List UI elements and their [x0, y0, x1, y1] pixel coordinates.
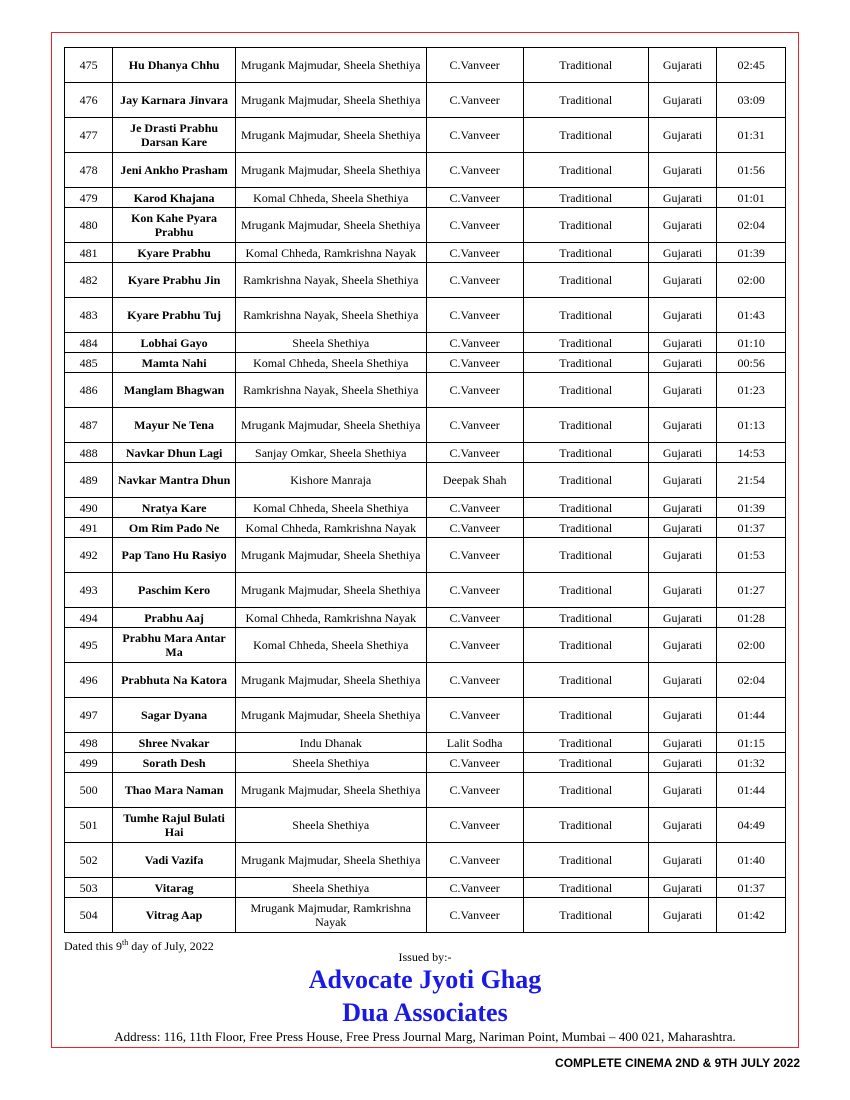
genre-cell: Traditional [523, 753, 648, 773]
genre-cell: Traditional [523, 608, 648, 628]
song-title-cell: Shree Nvakar [113, 733, 236, 753]
table-row [65, 733, 786, 753]
producer-cell: C.Vanveer [426, 808, 523, 843]
duration-cell: 01:27 [717, 573, 786, 608]
table-row [65, 518, 786, 538]
producer-cell: C.Vanveer [426, 188, 523, 208]
duration-cell: 01:42 [717, 898, 786, 933]
duration-cell: 01:10 [717, 333, 786, 353]
producer-cell: C.Vanveer [426, 408, 523, 443]
duration-cell: 01:44 [717, 698, 786, 733]
duration-cell: 01:32 [717, 753, 786, 773]
row-number-cell: 498 [65, 733, 113, 753]
genre-cell: Traditional [523, 518, 648, 538]
artist-cell: Ramkrishna Nayak, Sheela Shethiya [236, 298, 426, 333]
row-number-cell: 485 [65, 353, 113, 373]
row-number-cell: 486 [65, 373, 113, 408]
genre-cell: Traditional [523, 188, 648, 208]
address: Address: 116, 11th Floor, Free Press House, Free Press Journal Marg, Nariman Point, Mumbai – 400 021, Maharashtra. [114, 1029, 736, 1044]
table-row [65, 408, 786, 443]
song-title-cell: Tumhe Rajul Bulati Hai [113, 808, 236, 843]
artist-cell: Sheela Shethiya [236, 808, 426, 843]
producer-cell: C.Vanveer [426, 898, 523, 933]
table-row [65, 48, 786, 83]
language-cell: Gujarati [648, 48, 717, 83]
duration-cell: 01:37 [717, 518, 786, 538]
row-number-cell: 494 [65, 608, 113, 628]
duration-cell: 01:31 [717, 118, 786, 153]
duration-cell: 01:56 [717, 153, 786, 188]
language-cell: Gujarati [648, 408, 717, 443]
artist-cell: Mrugank Majmudar, Sheela Shethiya [236, 663, 426, 698]
row-number-cell: 476 [65, 83, 113, 118]
producer-cell: C.Vanveer [426, 83, 523, 118]
duration-cell: 02:45 [717, 48, 786, 83]
artist-cell: Ramkrishna Nayak, Sheela Shethiya [236, 263, 426, 298]
producer-cell: Deepak Shah [426, 463, 523, 498]
row-number-cell: 484 [65, 333, 113, 353]
artist-cell: Komal Chheda, Ramkrishna Nayak [236, 608, 426, 628]
duration-cell: 02:00 [717, 263, 786, 298]
genre-cell: Traditional [523, 263, 648, 298]
duration-cell: 01:53 [717, 538, 786, 573]
song-title-cell: Thao Mara Naman [113, 773, 236, 808]
row-number-cell: 501 [65, 808, 113, 843]
genre-cell: Traditional [523, 628, 648, 663]
song-title-cell: Hu Dhanya Chhu [113, 48, 236, 83]
language-cell: Gujarati [648, 878, 717, 898]
artist-cell: Komal Chheda, Sheela Shethiya [236, 498, 426, 518]
song-title-cell: Sorath Desh [113, 753, 236, 773]
song-title-cell: Prabhuta Na Katora [113, 663, 236, 698]
language-cell: Gujarati [648, 443, 717, 463]
producer-cell: C.Vanveer [426, 573, 523, 608]
song-title-cell: Jeni Ankho Prasham [113, 153, 236, 188]
duration-cell: 01:23 [717, 373, 786, 408]
row-number-cell: 492 [65, 538, 113, 573]
artist-cell: Indu Dhanak [236, 733, 426, 753]
table-row [65, 608, 786, 628]
artist-cell: Komal Chheda, Sheela Shethiya [236, 628, 426, 663]
genre-cell: Traditional [523, 808, 648, 843]
row-number-cell: 489 [65, 463, 113, 498]
table-row [65, 753, 786, 773]
songs-table-body [65, 48, 786, 933]
artist-cell: Mrugank Majmudar, Sheela Shethiya [236, 48, 426, 83]
song-title-cell: Paschim Kero [113, 573, 236, 608]
producer-cell: C.Vanveer [426, 373, 523, 408]
producer-cell: C.Vanveer [426, 773, 523, 808]
producer-cell: C.Vanveer [426, 663, 523, 698]
duration-cell: 01:39 [717, 243, 786, 263]
row-number-cell: 483 [65, 298, 113, 333]
song-title-cell: Jay Karnara Jinvara [113, 83, 236, 118]
artist-cell: Sheela Shethiya [236, 333, 426, 353]
genre-cell: Traditional [523, 373, 648, 408]
language-cell: Gujarati [648, 608, 717, 628]
language-cell: Gujarati [648, 698, 717, 733]
table-row [65, 118, 786, 153]
table-row [65, 628, 786, 663]
row-number-cell: 493 [65, 573, 113, 608]
duration-cell: 01:43 [717, 298, 786, 333]
advocate-name: Advocate Jyoti Ghag [308, 965, 542, 994]
artist-cell: Komal Chheda, Ramkrishna Nayak [236, 518, 426, 538]
genre-cell: Traditional [523, 843, 648, 878]
dated-prefix: Dated this 9 [64, 939, 122, 953]
artist-cell: Komal Chheda, Sheela Shethiya [236, 188, 426, 208]
row-number-cell: 478 [65, 153, 113, 188]
artist-cell: Sanjay Omkar, Sheela Shethiya [236, 443, 426, 463]
producer-cell: C.Vanveer [426, 118, 523, 153]
table-row [65, 208, 786, 243]
language-cell: Gujarati [648, 188, 717, 208]
duration-cell: 14:53 [717, 443, 786, 463]
duration-cell: 01:01 [717, 188, 786, 208]
song-title-cell: Je Drasti Prabhu Darsan Kare [113, 118, 236, 153]
duration-cell: 02:04 [717, 208, 786, 243]
genre-cell: Traditional [523, 353, 648, 373]
table-row [65, 298, 786, 333]
artist-cell: Mrugank Majmudar, Sheela Shethiya [236, 83, 426, 118]
producer-cell: C.Vanveer [426, 498, 523, 518]
row-number-cell: 481 [65, 243, 113, 263]
song-title-cell: Navkar Mantra Dhun [113, 463, 236, 498]
table-row [65, 808, 786, 843]
language-cell: Gujarati [648, 208, 717, 243]
table-row [65, 188, 786, 208]
song-title-cell: Prabhu Aaj [113, 608, 236, 628]
producer-cell: C.Vanveer [426, 518, 523, 538]
language-cell: Gujarati [648, 518, 717, 538]
genre-cell: Traditional [523, 498, 648, 518]
language-cell: Gujarati [648, 83, 717, 118]
song-title-cell: Kyare Prabhu Jin [113, 263, 236, 298]
artist-cell: Komal Chheda, Sheela Shethiya [236, 353, 426, 373]
song-title-cell: Pap Tano Hu Rasiyo [113, 538, 236, 573]
issued-by: Issued by:- [398, 950, 452, 964]
duration-cell: 01:13 [717, 408, 786, 443]
language-cell: Gujarati [648, 263, 717, 298]
genre-cell: Traditional [523, 118, 648, 153]
language-cell: Gujarati [648, 298, 717, 333]
artist-cell: Mrugank Majmudar, Sheela Shethiya [236, 698, 426, 733]
row-number-cell: 480 [65, 208, 113, 243]
table-row [65, 898, 786, 933]
producer-cell: C.Vanveer [426, 608, 523, 628]
language-cell: Gujarati [648, 353, 717, 373]
artist-cell: Mrugank Majmudar, Sheela Shethiya [236, 118, 426, 153]
duration-cell: 01:28 [717, 608, 786, 628]
song-title-cell: Vitarag [113, 878, 236, 898]
genre-cell: Traditional [523, 663, 648, 698]
language-cell: Gujarati [648, 628, 717, 663]
row-number-cell: 488 [65, 443, 113, 463]
artist-cell: Kishore Manraja [236, 463, 426, 498]
song-title-cell: Vadi Vazifa [113, 843, 236, 878]
artist-cell: Sheela Shethiya [236, 753, 426, 773]
table-row [65, 573, 786, 608]
language-cell: Gujarati [648, 333, 717, 353]
row-number-cell: 495 [65, 628, 113, 663]
producer-cell: C.Vanveer [426, 263, 523, 298]
language-cell: Gujarati [648, 808, 717, 843]
producer-cell: C.Vanveer [426, 153, 523, 188]
row-number-cell: 477 [65, 118, 113, 153]
song-title-cell: Mayur Ne Tena [113, 408, 236, 443]
genre-cell: Traditional [523, 83, 648, 118]
row-number-cell: 502 [65, 843, 113, 878]
table-row [65, 498, 786, 518]
artist-cell: Mrugank Majmudar, Ramkrishna Nayak [236, 898, 426, 933]
producer-cell: C.Vanveer [426, 628, 523, 663]
producer-cell: C.Vanveer [426, 843, 523, 878]
row-number-cell: 499 [65, 753, 113, 773]
row-number-cell: 503 [65, 878, 113, 898]
table-row [65, 878, 786, 898]
producer-cell: C.Vanveer [426, 753, 523, 773]
table-row [65, 263, 786, 298]
artist-cell: Komal Chheda, Ramkrishna Nayak [236, 243, 426, 263]
duration-cell: 04:49 [717, 808, 786, 843]
language-cell: Gujarati [648, 373, 717, 408]
song-title-cell: Prabhu Mara Antar Ma [113, 628, 236, 663]
table-row [65, 773, 786, 808]
duration-cell: 00:56 [717, 353, 786, 373]
genre-cell: Traditional [523, 333, 648, 353]
song-title-cell: Nratya Kare [113, 498, 236, 518]
duration-cell: 01:40 [717, 843, 786, 878]
duration-cell: 01:37 [717, 878, 786, 898]
row-number-cell: 491 [65, 518, 113, 538]
row-number-cell: 496 [65, 663, 113, 698]
row-number-cell: 479 [65, 188, 113, 208]
genre-cell: Traditional [523, 463, 648, 498]
firm-name: Dua Associates [342, 998, 508, 1027]
genre-cell: Traditional [523, 443, 648, 463]
table-row [65, 153, 786, 188]
language-cell: Gujarati [648, 463, 717, 498]
artist-cell: Mrugank Majmudar, Sheela Shethiya [236, 843, 426, 878]
row-number-cell: 504 [65, 898, 113, 933]
duration-cell: 03:09 [717, 83, 786, 118]
table-row [65, 83, 786, 118]
song-title-cell: Kyare Prabhu Tuj [113, 298, 236, 333]
duration-cell: 01:15 [717, 733, 786, 753]
language-cell: Gujarati [648, 733, 717, 753]
genre-cell: Traditional [523, 878, 648, 898]
language-cell: Gujarati [648, 753, 717, 773]
songs-table [64, 47, 786, 933]
language-cell: Gujarati [648, 153, 717, 188]
table-row [65, 353, 786, 373]
row-number-cell: 490 [65, 498, 113, 518]
table-row [65, 538, 786, 573]
artist-cell: Ramkrishna Nayak, Sheela Shethiya [236, 373, 426, 408]
duration-cell: 02:04 [717, 663, 786, 698]
song-title-cell: Navkar Dhun Lagi [113, 443, 236, 463]
genre-cell: Traditional [523, 243, 648, 263]
duration-cell: 01:39 [717, 498, 786, 518]
row-number-cell: 475 [65, 48, 113, 83]
artist-cell: Mrugank Majmudar, Sheela Shethiya [236, 153, 426, 188]
genre-cell: Traditional [523, 573, 648, 608]
language-cell: Gujarati [648, 843, 717, 878]
genre-cell: Traditional [523, 408, 648, 443]
language-cell: Gujarati [648, 773, 717, 808]
table-row [65, 698, 786, 733]
duration-cell: 21:54 [717, 463, 786, 498]
song-title-cell: Vitrag Aap [113, 898, 236, 933]
table-row [65, 663, 786, 698]
producer-cell: Lalit Sodha [426, 733, 523, 753]
duration-cell: 01:44 [717, 773, 786, 808]
table-row [65, 443, 786, 463]
artist-cell: Mrugank Majmudar, Sheela Shethiya [236, 208, 426, 243]
table-row [65, 843, 786, 878]
publication-footer: COMPLETE CINEMA 2ND & 9TH JULY 2022 [555, 1056, 800, 1070]
dated-suffix-ordinal: th [122, 938, 129, 947]
genre-cell: Traditional [523, 208, 648, 243]
table-row [65, 243, 786, 263]
song-title-cell: Manglam Bhagwan [113, 373, 236, 408]
language-cell: Gujarati [648, 898, 717, 933]
table-row [65, 463, 786, 498]
artist-cell: Sheela Shethiya [236, 878, 426, 898]
language-cell: Gujarati [648, 498, 717, 518]
producer-cell: C.Vanveer [426, 298, 523, 333]
producer-cell: C.Vanveer [426, 208, 523, 243]
language-cell: Gujarati [648, 573, 717, 608]
language-cell: Gujarati [648, 243, 717, 263]
table-row [65, 373, 786, 408]
table-row [65, 333, 786, 353]
genre-cell: Traditional [523, 698, 648, 733]
genre-cell: Traditional [523, 153, 648, 188]
producer-cell: C.Vanveer [426, 48, 523, 83]
song-title-cell: Lobhai Gayo [113, 333, 236, 353]
producer-cell: C.Vanveer [426, 878, 523, 898]
song-title-cell: Sagar Dyana [113, 698, 236, 733]
producer-cell: C.Vanveer [426, 538, 523, 573]
producer-cell: C.Vanveer [426, 443, 523, 463]
song-title-cell: Kon Kahe Pyara Prabhu [113, 208, 236, 243]
genre-cell: Traditional [523, 733, 648, 753]
artist-cell: Mrugank Majmudar, Sheela Shethiya [236, 773, 426, 808]
dated-suffix: day of July, 2022 [128, 939, 214, 953]
song-title-cell: Om Rim Pado Ne [113, 518, 236, 538]
genre-cell: Traditional [523, 898, 648, 933]
row-number-cell: 482 [65, 263, 113, 298]
genre-cell: Traditional [523, 48, 648, 83]
producer-cell: C.Vanveer [426, 698, 523, 733]
row-number-cell: 500 [65, 773, 113, 808]
artist-cell: Mrugank Majmudar, Sheela Shethiya [236, 408, 426, 443]
duration-cell: 02:00 [717, 628, 786, 663]
producer-cell: C.Vanveer [426, 243, 523, 263]
row-number-cell: 487 [65, 408, 113, 443]
genre-cell: Traditional [523, 298, 648, 333]
artist-cell: Mrugank Majmudar, Sheela Shethiya [236, 573, 426, 608]
genre-cell: Traditional [523, 538, 648, 573]
language-cell: Gujarati [648, 538, 717, 573]
song-title-cell: Mamta Nahi [113, 353, 236, 373]
genre-cell: Traditional [523, 773, 648, 808]
song-title-cell: Karod Khajana [113, 188, 236, 208]
row-number-cell: 497 [65, 698, 113, 733]
artist-cell: Mrugank Majmudar, Sheela Shethiya [236, 538, 426, 573]
song-title-cell: Kyare Prabhu [113, 243, 236, 263]
producer-cell: C.Vanveer [426, 353, 523, 373]
producer-cell: C.Vanveer [426, 333, 523, 353]
language-cell: Gujarati [648, 118, 717, 153]
language-cell: Gujarati [648, 663, 717, 698]
